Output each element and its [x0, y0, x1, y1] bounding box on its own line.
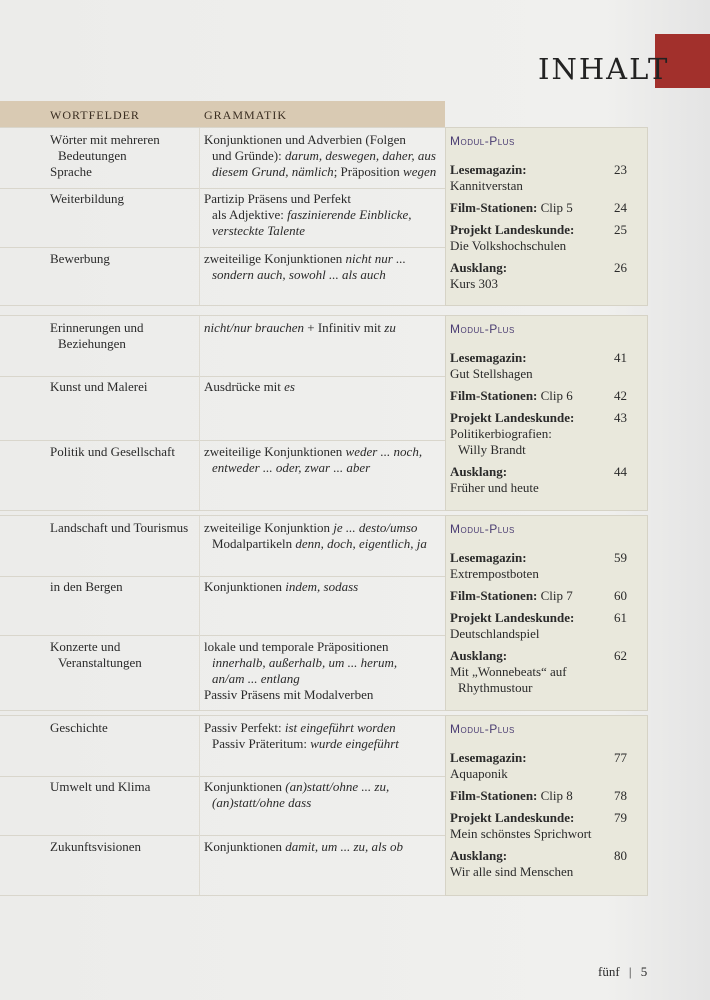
- grammatik-line: [204, 639, 442, 655]
- wortfeld-cell: [50, 639, 198, 671]
- grammar-text: diesem Grund, nämlich: [212, 164, 334, 179]
- wortfeld-cell: [50, 520, 198, 536]
- grammar-text: + Infinitiv mit: [304, 320, 385, 335]
- grammar-text: sondern auch, sowohl ... als auch: [212, 267, 386, 282]
- column-divider: [199, 440, 200, 510]
- modul-entry-text: Kannitverstan: [450, 178, 523, 193]
- modul-entry-heading: [450, 200, 627, 216]
- modul-page-number: 26: [614, 260, 627, 275]
- modul-entry-label: Ausklang:: [450, 848, 508, 863]
- grammar-text: (an)statt/ohne ... zu,: [285, 779, 390, 794]
- modul-entry-label: Projekt Landeskunde:: [450, 410, 575, 425]
- grammar-text: Modalpartikeln: [212, 536, 296, 551]
- column-divider: [199, 516, 200, 576]
- page-word: fünf: [598, 964, 620, 979]
- modul-page-number: 61: [614, 610, 627, 625]
- grammar-text: an/am ... entlang: [212, 671, 300, 686]
- wortfeld-line: Veranstaltungen: [58, 655, 142, 670]
- column-divider: [199, 316, 200, 376]
- grammar-text: nicht nur ...: [345, 251, 406, 266]
- wortfeld-cell: [50, 191, 198, 207]
- column-divider: [199, 375, 200, 440]
- column-divider: [199, 128, 200, 188]
- modul-entry-text: Mit „Wonnebeats“ auf: [450, 664, 567, 679]
- clip-label: Clip 5: [540, 200, 573, 215]
- grammar-text: versteckte Talente: [212, 223, 306, 238]
- modul-page-number: 42: [614, 388, 627, 403]
- grammar-text: (an)statt/ohne dass: [212, 795, 312, 810]
- wortfeld-cell: [50, 839, 198, 855]
- wortfeld-cell: [50, 720, 198, 736]
- modul-entry-heading: [450, 260, 627, 276]
- grammar-text: zweiteilige Konjunktion: [204, 520, 334, 535]
- modul-entry: [450, 550, 627, 582]
- modul-entry-text: Früher und heute: [450, 480, 539, 495]
- modul-entry-text: Deutschlandspiel: [450, 626, 540, 641]
- modul-entry-label: Film-Stationen:: [450, 200, 538, 215]
- wortfeld-line: Kunst und Malerei: [50, 379, 148, 394]
- table-row: [0, 835, 445, 896]
- grammar-text: Passiv Perfekt:: [204, 720, 285, 735]
- modul-entry-heading: [450, 350, 627, 366]
- table-row: [0, 575, 445, 636]
- column-divider: [199, 775, 200, 835]
- table-row: [0, 635, 445, 711]
- grammar-text: Passiv Präsens mit Modalverben: [204, 687, 374, 702]
- grammar-text: faszinierende Einblicke,: [287, 207, 412, 222]
- modul-entry-text: Gut Stellshagen: [450, 366, 533, 381]
- table-row: [0, 775, 445, 836]
- modul-entry: [450, 648, 627, 696]
- modul-entry-text: Rhythmustour: [458, 680, 533, 695]
- modul-entry-label: Lesemagazin:: [450, 750, 527, 765]
- table-row: [0, 375, 445, 441]
- modul-entry-label: Ausklang:: [450, 260, 508, 275]
- table-row: [0, 715, 445, 777]
- grammar-text: Ausdrücke mit: [204, 379, 285, 394]
- modul-entry-heading: [450, 788, 627, 804]
- table-row: [0, 247, 445, 306]
- grammatik-line: [204, 687, 442, 703]
- modul-page-number: 62: [614, 648, 627, 663]
- grammar-text: lokale und temporale Präpositionen: [204, 639, 389, 654]
- column-divider: [199, 187, 200, 247]
- column-divider: [199, 835, 200, 895]
- page-footer: [598, 964, 647, 980]
- grammatik-line: [204, 191, 442, 207]
- modul-page-number: 60: [614, 588, 627, 603]
- grammatik-cell: [204, 379, 442, 395]
- modul-plus-box: [445, 715, 648, 896]
- wortfeld-line: Geschichte: [50, 720, 108, 735]
- grammatik-line: [204, 132, 442, 148]
- wortfeld-line: in den Bergen: [50, 579, 123, 594]
- grammatik-cell: [204, 579, 442, 595]
- grammatik-line: [204, 207, 442, 223]
- grammar-text: wurde eingeführt: [310, 736, 399, 751]
- wortfeld-line: Landschaft und Tourismus: [50, 520, 189, 535]
- grammatik-cell: [204, 520, 442, 552]
- wortfeld-line: Politik und Gesellschaft: [50, 444, 175, 459]
- modul-page-number: 43: [614, 410, 627, 425]
- wortfeld-line: Wörter mit mehreren: [50, 132, 160, 147]
- grammatik-line: [204, 520, 442, 536]
- modul-page-number: 24: [614, 200, 627, 215]
- modul-entry-text: Willy Brandt: [458, 442, 526, 457]
- clip-label: Clip 6: [540, 388, 573, 403]
- grammatik-line: [204, 655, 442, 671]
- grammar-text: innerhalb, außerhalb, um ... herum,: [212, 655, 398, 670]
- modul-page-number: 44: [614, 464, 627, 479]
- modul-entry-heading: [450, 750, 627, 766]
- grammar-text: Konjunktionen und Adverbien (Folgen: [204, 132, 406, 147]
- grammatik-line: [204, 320, 442, 336]
- wortfeld-line: Bewerbung: [50, 251, 110, 266]
- grammar-text: denn, doch, eigentlich, ja: [295, 536, 427, 551]
- modul-page-number: 25: [614, 222, 627, 237]
- grammar-text: darum, deswegen, daher, aus: [284, 148, 436, 163]
- modul-entry: [450, 162, 627, 194]
- grammatik-cell: [204, 251, 442, 283]
- wortfeld-cell: [50, 444, 198, 460]
- grammar-text: als Adjektive:: [212, 207, 288, 222]
- grammar-text: entweder ... oder, zwar ... aber: [212, 460, 371, 475]
- grammatik-cell: [204, 132, 442, 180]
- modul-plus-title: Modul-Plus: [450, 722, 515, 736]
- grammatik-line: [204, 164, 442, 180]
- grammar-text: zu: [384, 320, 396, 335]
- grammatik-line: [204, 671, 442, 687]
- modul-entry-label: Projekt Landeskunde:: [450, 222, 575, 237]
- column-divider: [199, 716, 200, 776]
- modul-entry: [450, 750, 627, 782]
- modul-entry-text: Aquaponik: [450, 766, 508, 781]
- grammatik-line: [204, 267, 442, 283]
- column-divider: [199, 575, 200, 635]
- wortfeld-cell: [50, 779, 198, 795]
- page-title: INHALT: [538, 52, 670, 86]
- modul-entry: [450, 464, 627, 496]
- wortfeld-line: Beziehungen: [58, 336, 126, 351]
- wortfeld-cell: [50, 379, 198, 395]
- modul-entry: [450, 810, 627, 842]
- wortfeld-line: Erinnerungen und: [50, 320, 144, 335]
- grammar-text: und Gründe):: [212, 148, 285, 163]
- grammatik-line: [204, 379, 442, 395]
- grammar-text: Konjunktionen: [204, 779, 286, 794]
- grammatik-cell: [204, 191, 442, 239]
- grammar-text: weder ... noch,: [345, 444, 423, 459]
- grammar-text: es: [284, 379, 295, 394]
- modul-entry: [450, 260, 627, 292]
- table-row: [0, 515, 445, 577]
- column-divider: [199, 247, 200, 305]
- grammatik-line: [204, 839, 442, 855]
- modul-entry-heading: [450, 648, 627, 664]
- header-grammatik: GRAMMATIK: [204, 108, 288, 122]
- modul-plus-title: Modul-Plus: [450, 134, 515, 148]
- wortfeld-line: Konzerte und: [50, 639, 121, 654]
- clip-label: Clip 7: [540, 588, 573, 603]
- grammatik-line: [204, 148, 442, 164]
- modul-entry-text: Extrempostboten: [450, 566, 539, 581]
- grammar-text: Partizip Präsens und Perfekt: [204, 191, 351, 206]
- grammar-text: zweiteilige Konjunktionen: [204, 444, 346, 459]
- modul-entry: [450, 222, 627, 254]
- modul-entry: [450, 848, 627, 880]
- grammatik-line: [204, 579, 442, 595]
- page-number: 5: [640, 964, 648, 979]
- modul-plus-title: Modul-Plus: [450, 322, 515, 336]
- wortfeld-line: Bedeutungen: [58, 148, 127, 163]
- modul-entry: [450, 788, 627, 804]
- modul-page-number: 78: [614, 788, 627, 803]
- grammar-text: indem, sodass: [285, 579, 359, 594]
- modul-entry-label: Projekt Landeskunde:: [450, 610, 575, 625]
- clip-label: Clip 8: [540, 788, 573, 803]
- grammar-text: damit, um ... zu, als ob: [285, 839, 403, 854]
- table-header: [0, 101, 445, 127]
- modul-page-number: 59: [614, 550, 627, 565]
- header-wortfelder: WORTFELDER: [50, 108, 140, 122]
- grammatik-line: [204, 720, 442, 736]
- wortfeld-line: Weiterbildung: [50, 191, 125, 206]
- grammar-text: je ... desto/umso: [333, 520, 418, 535]
- grammatik-cell: [204, 639, 442, 703]
- modul-plus-box: [445, 127, 648, 306]
- modul-entry: [450, 588, 627, 604]
- grammatik-line: [204, 536, 442, 552]
- grammar-text: zweiteilige Konjunktionen: [204, 251, 346, 266]
- modul-entry-label: Ausklang:: [450, 648, 508, 663]
- table-row: [0, 187, 445, 248]
- modul-page-number: 23: [614, 162, 627, 177]
- modul-entry-text: Politikerbiografien:: [450, 426, 552, 441]
- modul-entry-heading: [450, 588, 627, 604]
- grammar-text: wegen: [403, 164, 437, 179]
- modul-page-number: 41: [614, 350, 627, 365]
- grammatik-line: [204, 223, 442, 239]
- modul-page-number: 80: [614, 848, 627, 863]
- modul-entry-text: Die Volkshochschulen: [450, 238, 567, 253]
- modul-entry-heading: [450, 464, 627, 480]
- modul-entry: [450, 388, 627, 404]
- grammatik-line: [204, 795, 442, 811]
- grammar-text: Konjunktionen: [204, 839, 286, 854]
- modul-entry: [450, 410, 627, 458]
- modul-entry-label: Lesemagazin:: [450, 350, 527, 365]
- modul-entry-label: Lesemagazin:: [450, 550, 527, 565]
- grammar-text: ist eingeführt worden: [284, 720, 396, 735]
- modul-entry: [450, 350, 627, 382]
- modul-page-number: 77: [614, 750, 627, 765]
- modul-entry-label: Ausklang:: [450, 464, 508, 479]
- grammatik-cell: [204, 320, 442, 336]
- modul-entry-heading: [450, 810, 627, 826]
- table-row: [0, 440, 445, 511]
- wortfeld-line: Umwelt und Klima: [50, 779, 151, 794]
- grammar-text: Passiv Präteritum:: [212, 736, 311, 751]
- modul-entry: [450, 200, 627, 216]
- table-row: [0, 127, 445, 189]
- modul-entry-heading: [450, 388, 627, 404]
- wortfeld-cell: [50, 320, 198, 352]
- grammatik-cell: [204, 720, 442, 752]
- grammatik-line: [204, 251, 442, 267]
- footer-separator: |: [628, 964, 632, 979]
- grammar-text: nicht/nur brauchen: [204, 320, 305, 335]
- grammar-text: Konjunktionen: [204, 579, 286, 594]
- modul-entry-heading: [450, 222, 627, 238]
- modul-entry-label: Lesemagazin:: [450, 162, 527, 177]
- grammatik-line: [204, 460, 442, 476]
- column-divider: [199, 635, 200, 710]
- wortfeld-line: Zukunftsvisionen: [50, 839, 141, 854]
- wortfeld-cell: [50, 251, 198, 267]
- grammar-text: ; Präposition: [333, 164, 404, 179]
- modul-plus-title: Modul-Plus: [450, 522, 515, 536]
- modul-entry-text: Mein schönstes Sprichwort: [450, 826, 592, 841]
- grammatik-line: [204, 444, 442, 460]
- grammatik-cell: [204, 779, 442, 811]
- modul-entry-heading: [450, 410, 627, 426]
- modul-entry-label: Projekt Landeskunde:: [450, 810, 575, 825]
- modul-entry-label: Film-Stationen:: [450, 788, 538, 803]
- modul-entry-heading: [450, 162, 627, 178]
- grammatik-cell: [204, 444, 442, 476]
- modul-entry: [450, 610, 627, 642]
- modul-entry-heading: [450, 550, 627, 566]
- grammatik-line: [204, 736, 442, 752]
- modul-entry-label: Film-Stationen:: [450, 588, 538, 603]
- modul-page-number: 79: [614, 810, 627, 825]
- grammatik-line: [204, 779, 442, 795]
- modul-plus-box: [445, 515, 648, 711]
- wortfeld-cell: [50, 579, 198, 595]
- grammatik-cell: [204, 839, 442, 855]
- modul-entry-heading: [450, 848, 627, 864]
- wortfeld-cell: [50, 132, 198, 180]
- modul-plus-box: [445, 315, 648, 511]
- modul-entry-heading: [450, 610, 627, 626]
- table-row: [0, 315, 445, 377]
- wortfeld-line: Sprache: [50, 164, 92, 179]
- modul-entry-label: Film-Stationen:: [450, 388, 538, 403]
- modul-entry-text: Kurs 303: [450, 276, 499, 291]
- modul-entry-text: Wir alle sind Menschen: [450, 864, 574, 879]
